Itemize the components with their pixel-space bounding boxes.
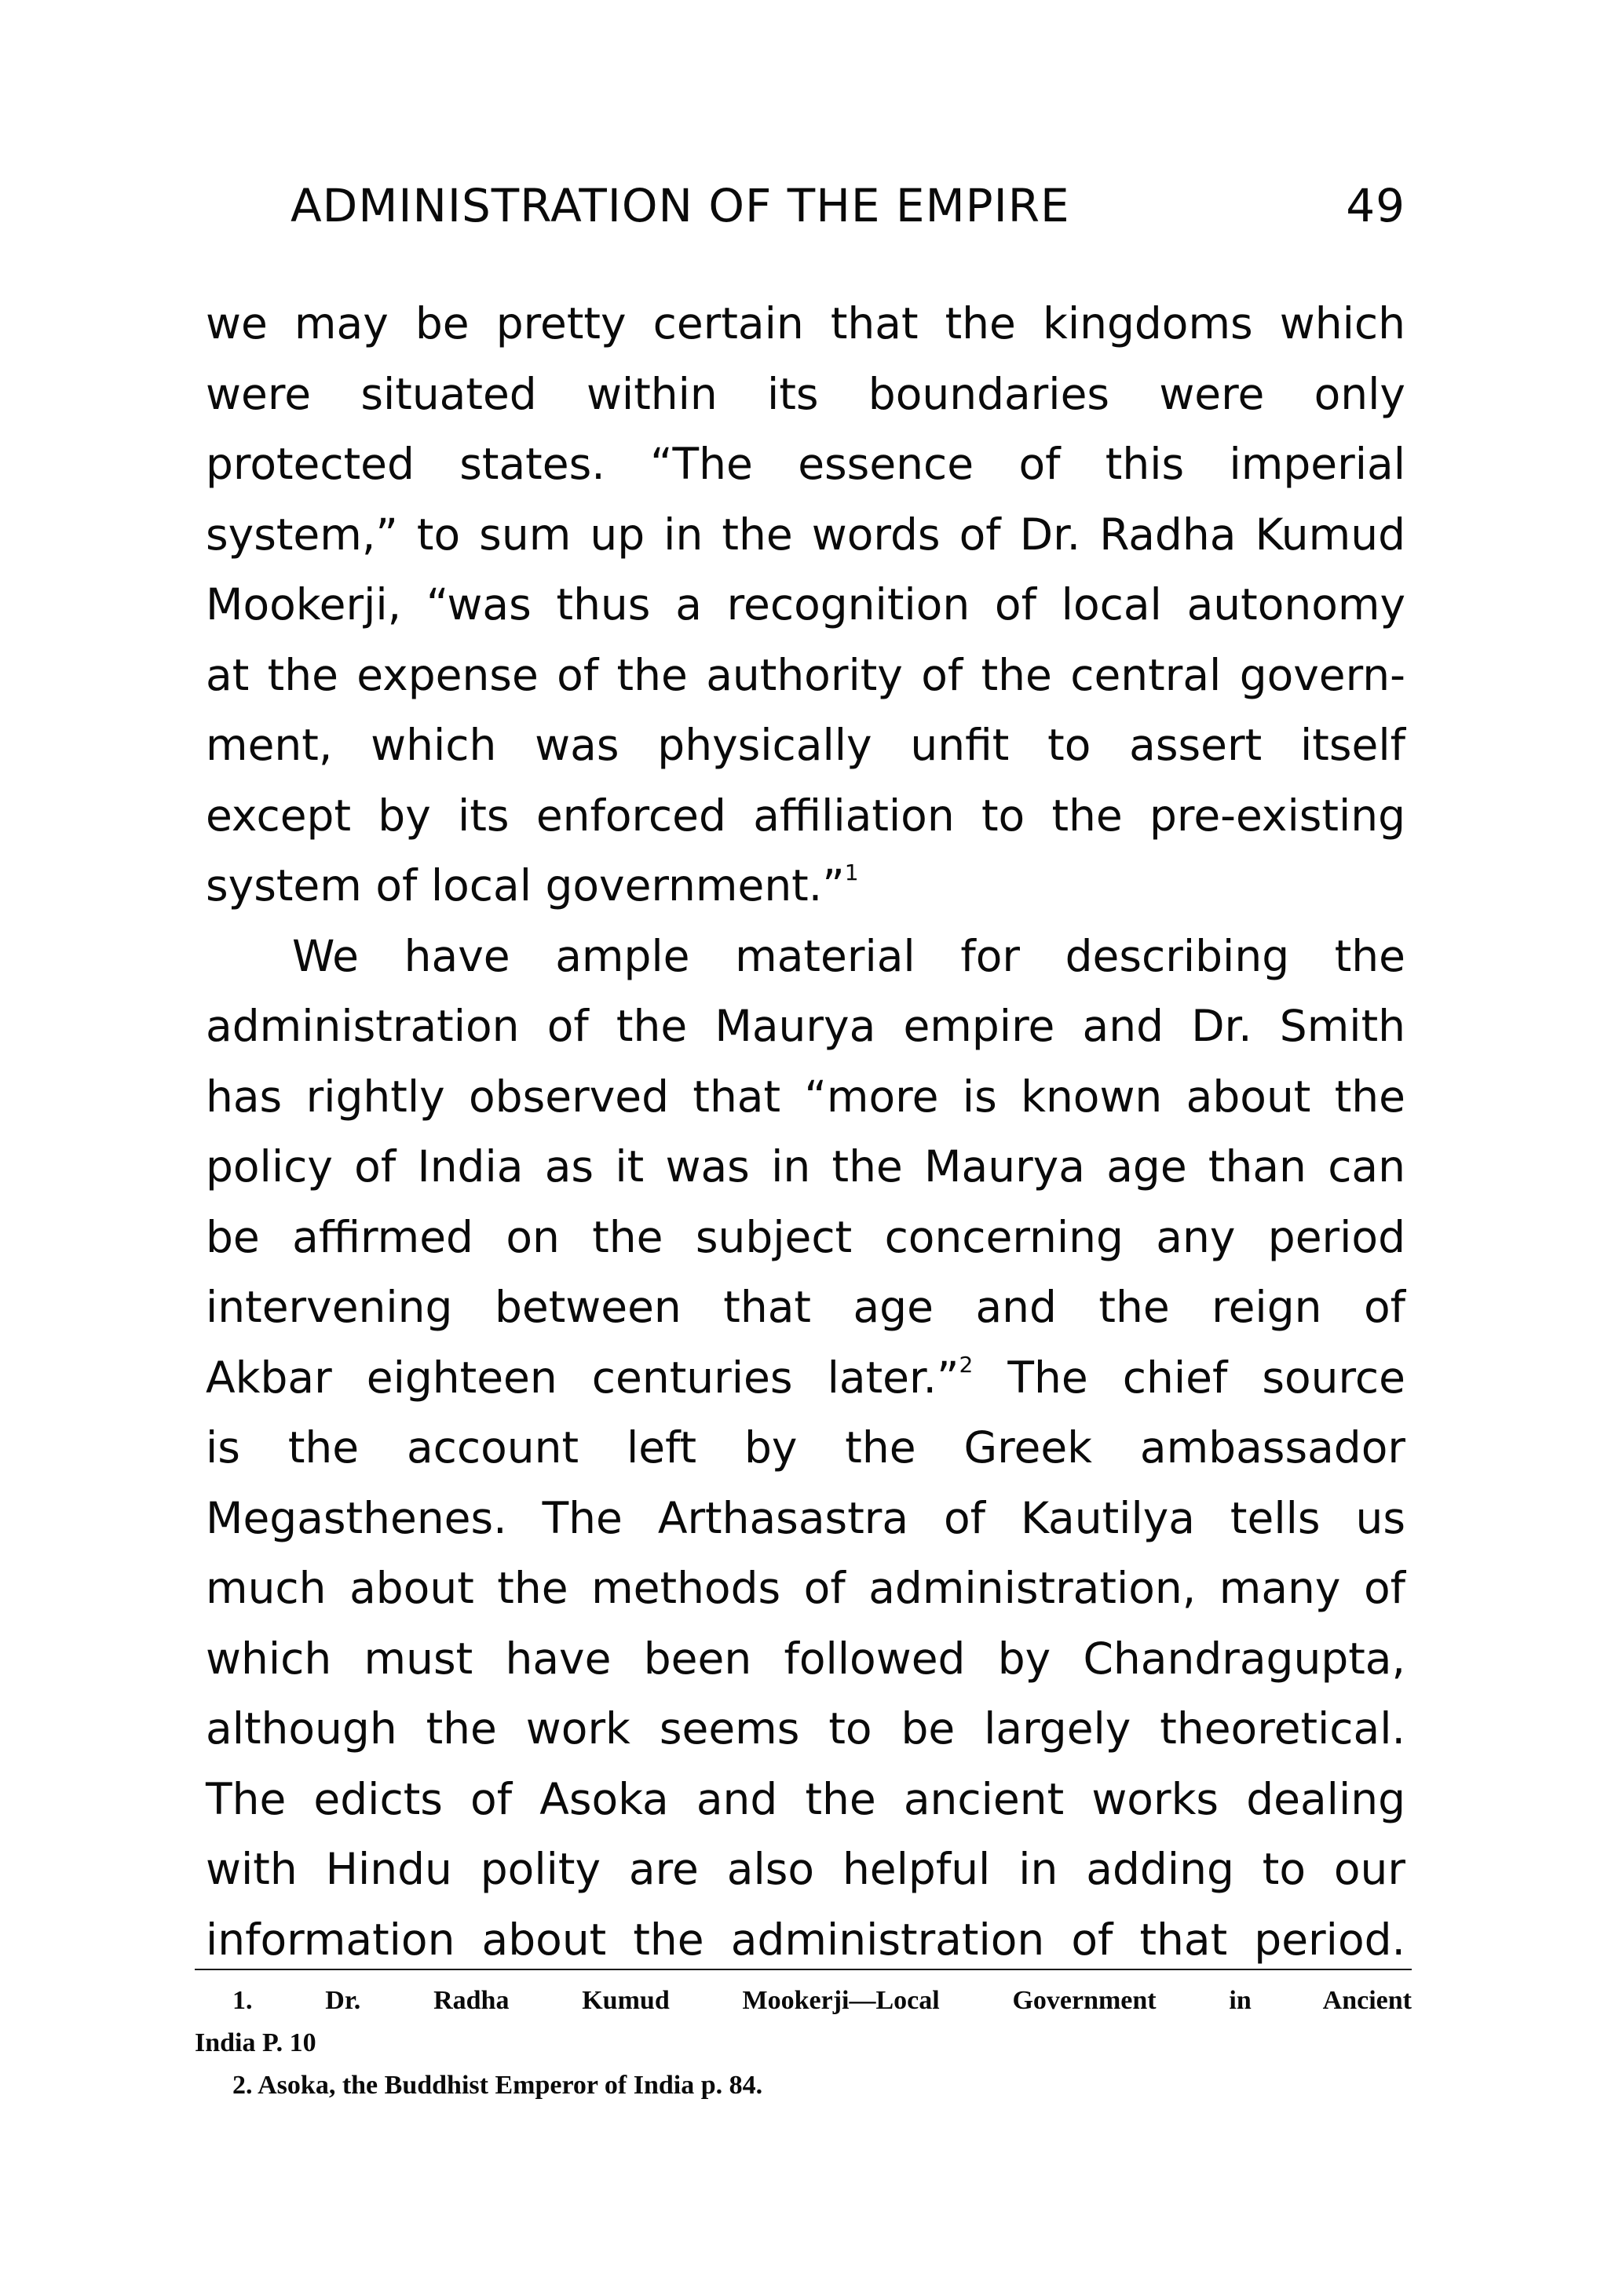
text-line: much about the methods of administration, many of xyxy=(206,1563,1405,1613)
text-line: be affirmed on the subject concerning any period xyxy=(206,1211,1405,1262)
text-line: although the work seems to be largely theoretical. xyxy=(206,1703,1405,1754)
text-line: we may be pretty certain that the kingdoms which xyxy=(206,298,1405,349)
text-line xyxy=(206,1343,1405,1414)
text-line: ment, which was physically unfit to assert itself xyxy=(206,720,1405,770)
text-line: protected states. “The essence of this imperial xyxy=(206,439,1405,489)
text-line: except by its enforced affiliation to the pre-existing xyxy=(206,790,1405,841)
footnote-ref-2: 2 xyxy=(959,1351,974,1378)
text-line: policy of India as it was in the Maurya age than can xyxy=(206,1141,1405,1192)
text-line-tail: The chief source xyxy=(973,1352,1406,1403)
running-title: ADMINISTRATION OF THE EMPIRE xyxy=(291,179,1070,232)
text-line: which must have been followed by Chandragupta, xyxy=(206,1633,1405,1684)
footnote-1-continuation: India P. 10 xyxy=(195,2028,316,2057)
text-line-content: Akbar eighteen centuries later.” xyxy=(206,1352,959,1403)
text-line: Megasthenes. The Arthasastra of Kautilya tells us xyxy=(206,1492,1405,1543)
text-line: The edicts of Asoka and the ancient works dealing xyxy=(206,1773,1405,1824)
text-line: is the account left by the Greek ambassador xyxy=(206,1422,1405,1473)
text-line-content: system of local government.” xyxy=(206,860,845,911)
running-header xyxy=(291,179,1405,250)
text-line: were situated within its boundaries were only xyxy=(206,368,1405,419)
footnotes xyxy=(195,1969,1412,2107)
footnote-2: 2. Asoka, the Buddhist Emperor of India p. 84. xyxy=(232,2071,763,2100)
body-text xyxy=(206,289,1405,1975)
text-line: has rightly observed that “more is known about the xyxy=(206,1071,1405,1122)
text-line: with Hindu polity are also helpful in adding to our xyxy=(206,1844,1405,1894)
text-line: We have ample material for describing the xyxy=(292,930,1405,981)
text-line: Mookerji, “was thus a recognition of local autonomy xyxy=(206,579,1405,630)
text-line: system,” to sum up in the words of Dr. Radha Kumud xyxy=(206,509,1405,560)
text-line: intervening between that age and the reign of xyxy=(206,1282,1405,1332)
text-line: at the expense of the authority of the central govern- xyxy=(206,649,1405,700)
page-number: 49 xyxy=(1346,179,1405,232)
text-line: information about the administration of that period. xyxy=(206,1914,1405,1965)
text-line xyxy=(206,851,1405,922)
footnote-1: 1. Dr. Radha Kumud Mookerji—Local Government in Ancient xyxy=(232,1986,1412,2015)
text-line: administration of the Maurya empire and Dr. Smith xyxy=(206,1001,1405,1051)
footnote-ref-1: 1 xyxy=(844,860,859,885)
